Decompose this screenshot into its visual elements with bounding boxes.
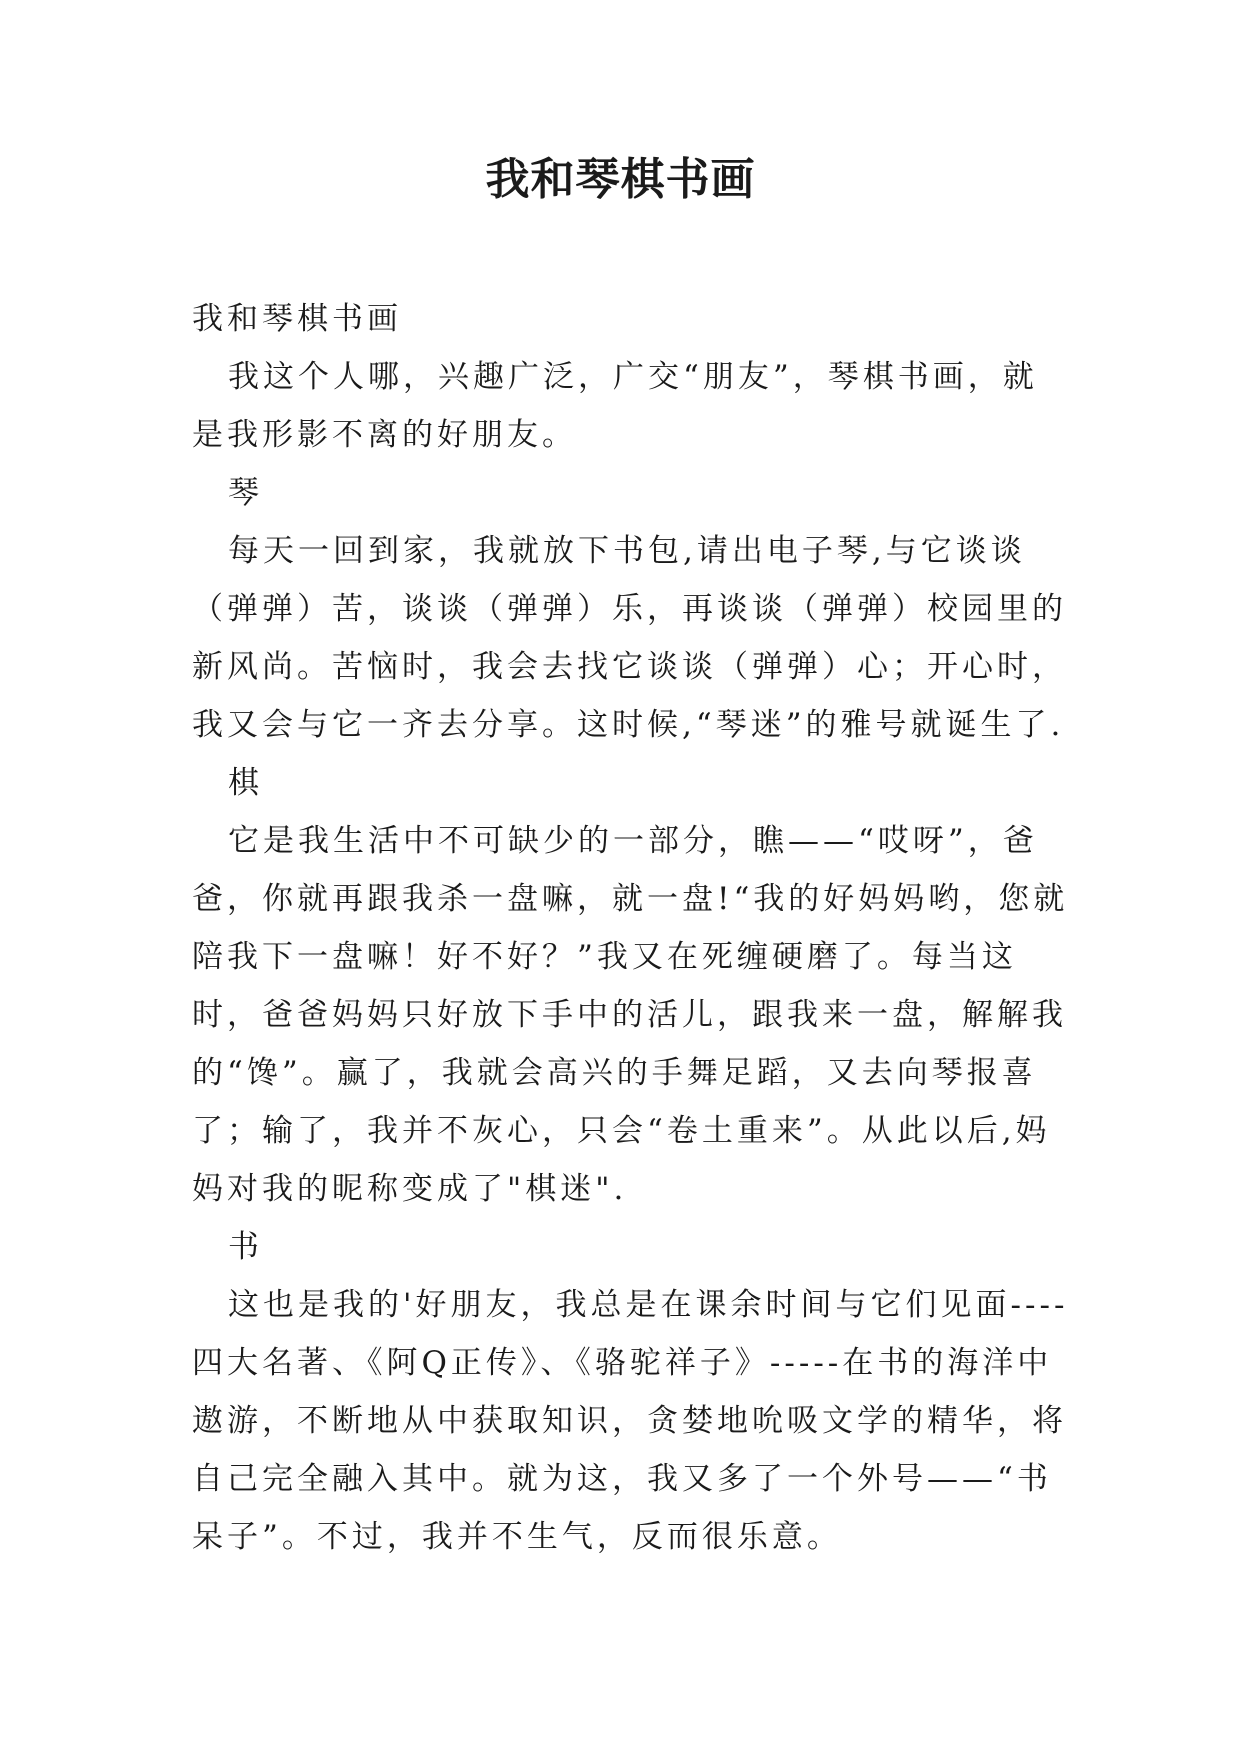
document-title: 我和琴棋书画 (485, 154, 756, 205)
shu-paragraph: 这也是我的'好朋友，我总是在课余时间与它们见面----四大名著、《阿Q正传》、《骆驼祥子》-----在书的海洋中遨游，不断地从中获取知识，贪婪地吮吸文学的精华，将自己完全融入其中。就为这，我又多了一个外号——“书呆子”。不过，我并不生气，反而很乐意。 (192, 1287, 1069, 1555)
intro-paragraph: 我这个人哪，兴趣广泛，广交“朋友”，琴棋书画，就是我形影不离的好朋友。 (192, 359, 1038, 453)
subtitle-paragraph: 我和琴棋书画 (192, 301, 402, 337)
document-body (192, 290, 1072, 1566)
section-heading-shu: 书 (228, 1229, 263, 1265)
qi-paragraph: 它是我生活中不可缺少的一部分，瞧——“哎呀”，爸爸，你就再跟我杀一盘嘛，就一盘!“我的好妈妈哟，您就陪我下一盘嘛！好不好？”我又在死缠硬磨了。每当这时，爸爸妈妈只好放下手中的活儿，跟我来一盘，解解我的“馋”。赢了，我就会高兴的手舞足蹈，又去向琴报喜了；输了，我并不灰心，只会“卷土重来”。从此以后,妈妈对我的昵称变成了"棋迷". (192, 823, 1069, 1207)
section-heading-qi: 棋 (228, 765, 263, 801)
section-heading-qin: 琴 (228, 475, 263, 511)
qin-paragraph: 每天一回到家，我就放下书包,请出电子琴,与它谈谈（弹弹）苦，谈谈（弹弹）乐，再谈谈（弹弹）校园里的新风尚。苦恼时，我会去找它谈谈（弹弹）心；开心时，我又会与它一齐去分享。这时候,“琴迷”的雅号就诞生了. (192, 533, 1067, 743)
